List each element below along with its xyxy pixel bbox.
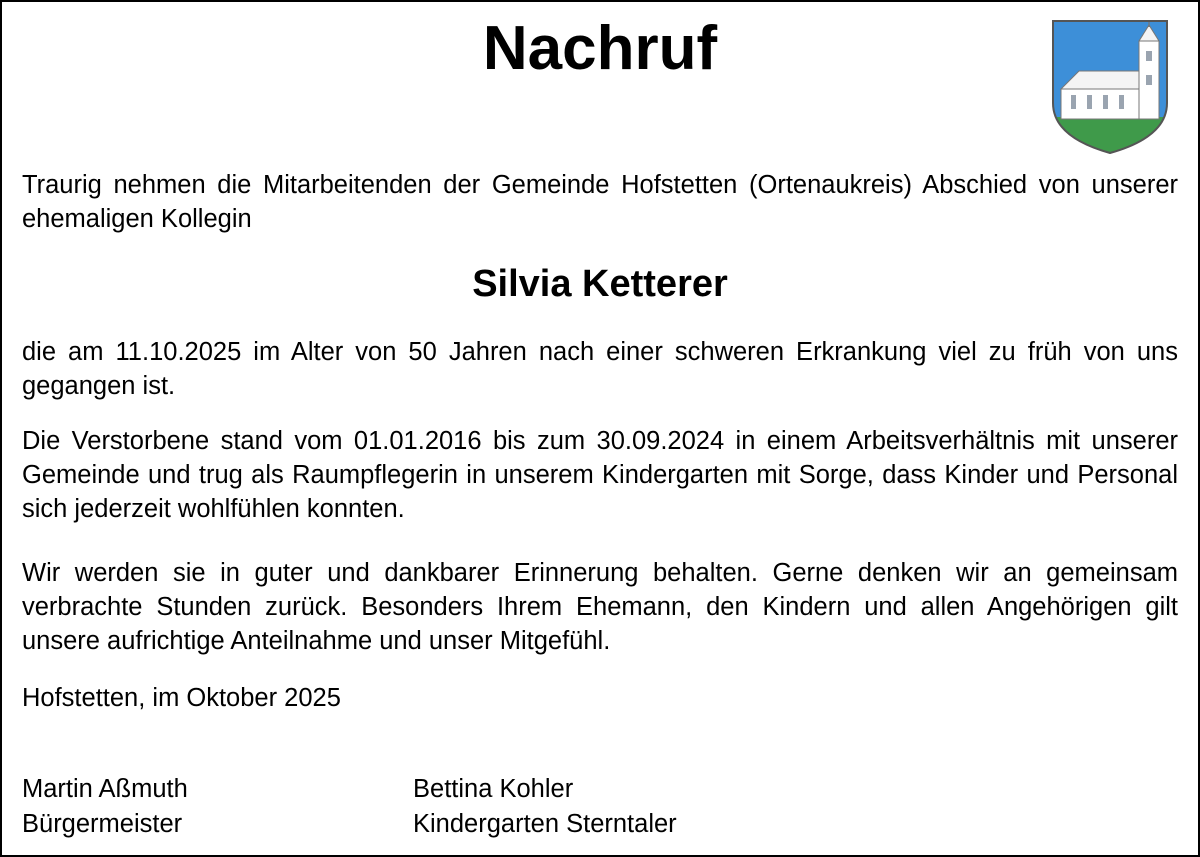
signatory-mayor [22, 772, 188, 842]
deceased-name: Silvia Ketterer [472, 263, 728, 305]
signatory-role: Kindergarten Sterntaler [413, 810, 677, 838]
paragraph-condolences: Wir werden sie in guter und dankbarer Erinnerung behalten. Gerne denken wir an gemeinsam verbrachte Stunden zurück. Besonders Ihrem Ehemann, den Kindern und allen Angehörigen gilt unsere aufrichtige Anteilnahme und unser Mitgefühl. [22, 559, 1178, 655]
signatory-name: Martin Aßmuth [22, 775, 188, 803]
coat-of-arms-church-icon [1051, 19, 1169, 155]
signatory-kindergarten [413, 772, 677, 842]
page-title: Nachruf [482, 14, 718, 83]
signatory-name: Bettina Kohler [413, 775, 574, 803]
paragraph-death-notice: die am 11.10.2025 im Alter von 50 Jahren nach einer schweren Erkrankung viel zu früh von uns gegangen ist. [22, 338, 1178, 400]
paragraph-employment: Die Verstorbene stand vom 01.01.2016 bis zum 30.09.2024 in einem Arbeitsverhältnis mit unserer Gemeinde und trug als Raumpflegerin in unserem Kindergarten mit Sorge, dass Kinder und Personal sich jederzeit wohlfühlen konnten. [22, 427, 1178, 523]
signatory-role: Bürgermeister [22, 810, 183, 838]
intro-text: Traurig nehmen die Mitarbeitenden der Gemeinde Hofstetten (Ortenaukreis) Abschied von unserer ehemaligen Kollegin [22, 171, 1178, 233]
place-and-date: Hofstetten, im Oktober 2025 [22, 684, 341, 712]
